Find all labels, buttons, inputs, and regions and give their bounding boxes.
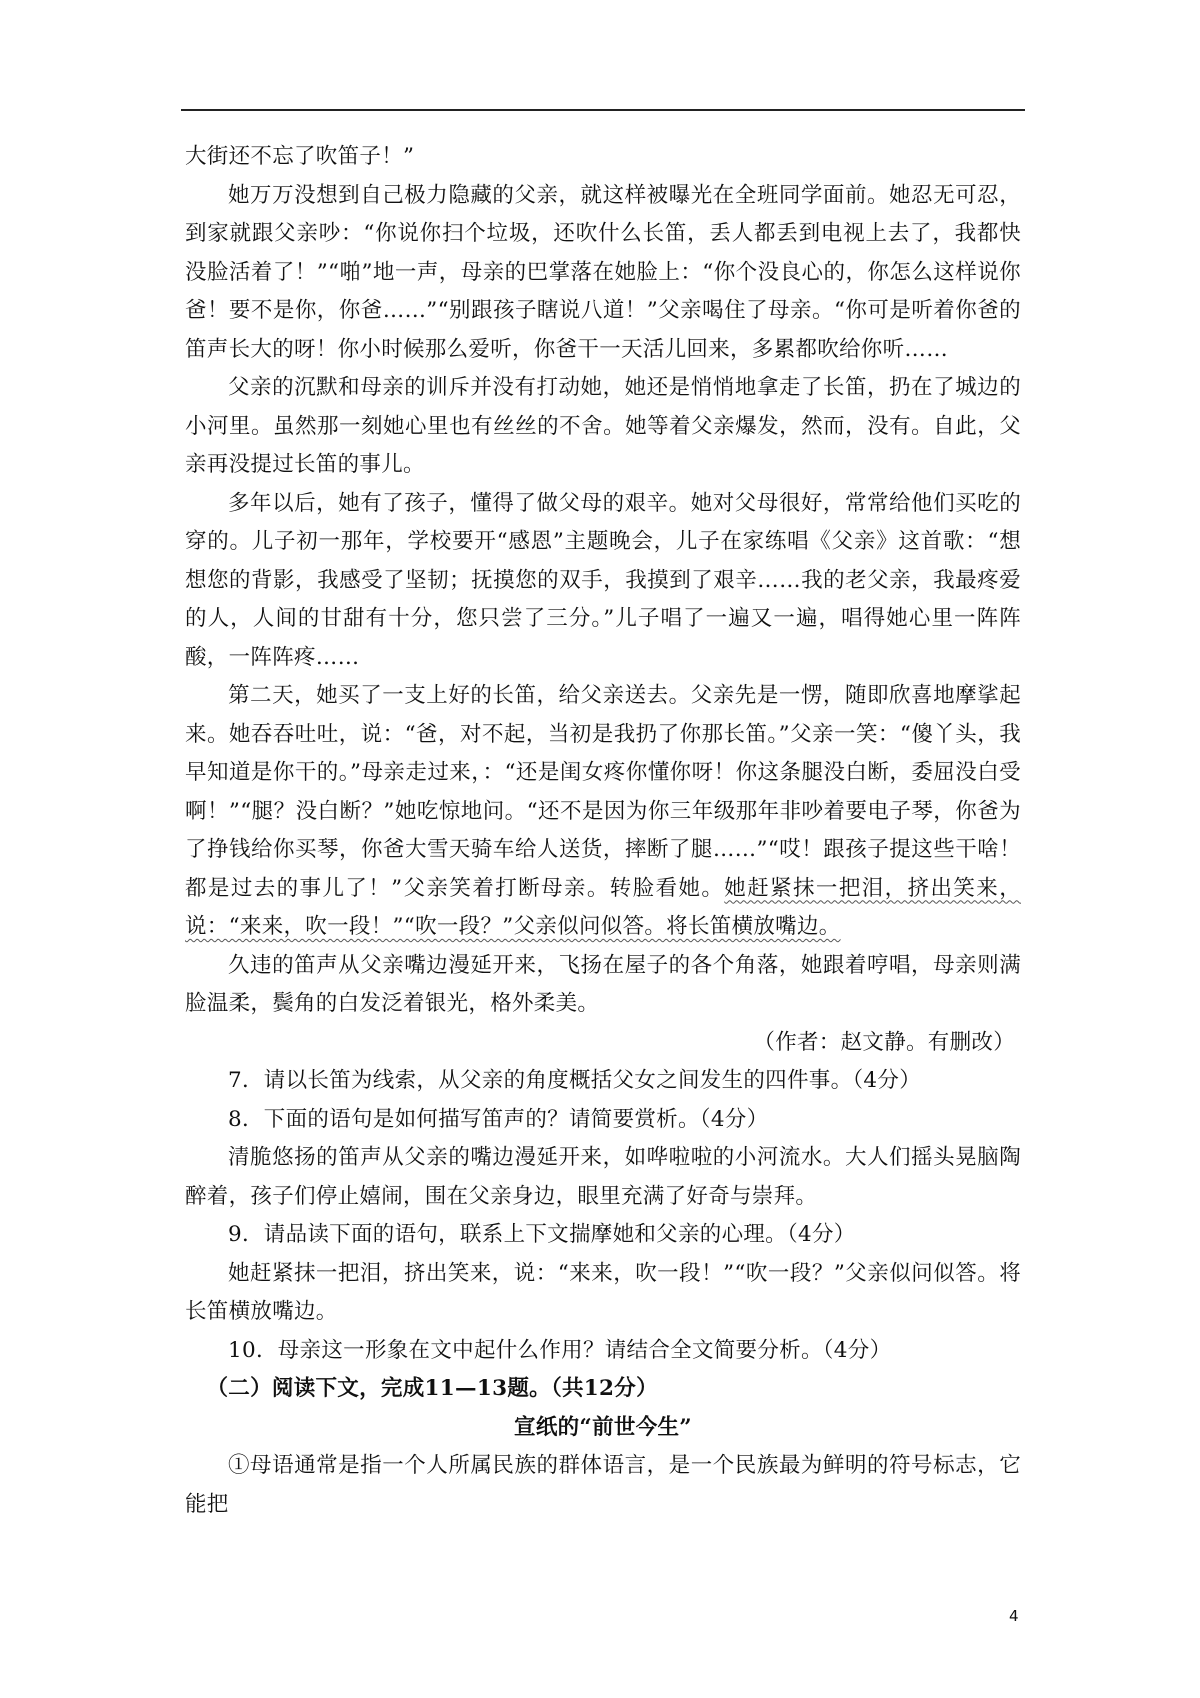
question-7: 7．请以长笛为线索，从父亲的角度概括父女之间发生的四件事。（4分） [228,1068,922,1093]
question-8-quote: 清脆悠扬的笛声从父亲的嘴边漫延开来，如哗啦啦的小河流水。大人们摇头晃脑陶醉着，孩子们停止嬉闹，围在父亲身边，眼里充满了好奇与崇拜。 [185,1145,1021,1209]
question-9-quote: 她赶紧抹一把泪，挤出笑来，说：“来来，吹一段！”“吹一段？”父亲似问似答。将长笛横放嘴边。 [185,1260,1021,1324]
question-10: 10．母亲这一形象在文中起什么作用？请结合全文简要分析。（4分） [228,1337,892,1363]
paragraph-text: 第二天，她买了一支上好的长笛，给父亲送去。父亲先是一愣，随即欣喜地摩挲起来。她吞吞吐吐，说：“爸，对不起，当初是我扔了你那长笛。”父亲一笑：“傻丫头，我早知道是你干的。”母亲走过来，：“还是闺女疼你懂你呀！你这条腿没白断，委屈没白受啊！”“腿？没白断？”她吃惊地问。“还不是因为你三年级那年非吵着要电子琴，你爸为了挣钱给你买琴，你爸大雪天骑车给人送货，摔断了腿……”“哎！跟孩子提这些干啥！都是过去的事儿了！”父亲笑着打断母亲。转脸看她。 [185,683,1021,901]
paragraph: 大街还不忘了吹笛子！” [185,144,415,169]
paragraph: 久违的笛声从父亲嘴边漫延开来，飞扬在屋子的各个角落，她跟着哼唱，母亲则满脸温柔，鬓角的白发泛着银光，格外柔美。 [185,952,1021,1016]
paragraph [185,677,1021,947]
question-8: 8．下面的语句是如何描写笛声的？请简要赏析。（4分） [228,1106,769,1132]
header-rule [181,109,1025,111]
article-title: 宣纸的“前世今生” [514,1414,692,1440]
paragraph: 父亲的沉默和母亲的训斥并没有打动她，她还是悄悄地拿走了长笛，扔在了城边的小河里。虽然那一刻她心里也有丝丝的不舍。她等着父亲爆发，然而，没有。自此，父亲再没提过长笛的事儿。 [185,375,1021,477]
attribution: （作者：赵文静。有删改） [753,1029,1015,1055]
body-text [185,138,1021,1524]
paragraph: 她万万没想到自己极力隐藏的父亲，就这样被曝光在全班同学面前。她忍无可忍，到家就跟父亲吵：“你说你扫个垃圾，还吹什么长笛，丢人都丢到电视上去了，我都快没脸活着了！”“啪”地一声，母亲的巴掌落在她脸上：“你个没良心的，你怎么这样说你爸！要不是你，你爸……”“别跟孩子瞎说八道！”父亲喝住了母亲。“你可是听着你爸的笛声长大的呀！你小时候那么爱听，你爸干一天活儿回来，多累都吹给你听…… [185,182,1021,362]
wavy-underlined-sentence: 她赶紧抹一把泪，挤出笑来，说：“来来，吹一段！”“吹一段？”父亲似问似答。将长笛横放嘴边。 [185,875,1021,939]
article-paragraph: ①母语通常是指一个人所属民族的群体语言，是一个民族最为鲜明的符号标志，它能把 [185,1453,1021,1517]
section-heading: （二）阅读下文，完成11—13题。（共12分） [206,1376,658,1401]
question-9: 9．请品读下面的语句，联系上下文揣摩她和父亲的心理。（4分） [228,1222,856,1247]
page-number: 4 [1009,1607,1019,1625]
paragraph: 多年以后，她有了孩子，懂得了做父母的艰辛。她对父母很好，常常给他们买吃的穿的。儿子初一那年，学校要开“感恩”主题晚会，儿子在家练唱《父亲》这首歌：“想想您的背影，我感受了坚韧；抚摸您的双手，我摸到了艰辛……我的老父亲，我最疼爱的人，人间的甘甜有十分，您只尝了三分。”儿子唱了一遍又一遍，唱得她心里一阵阵酸，一阵阵疼…… [185,490,1021,670]
